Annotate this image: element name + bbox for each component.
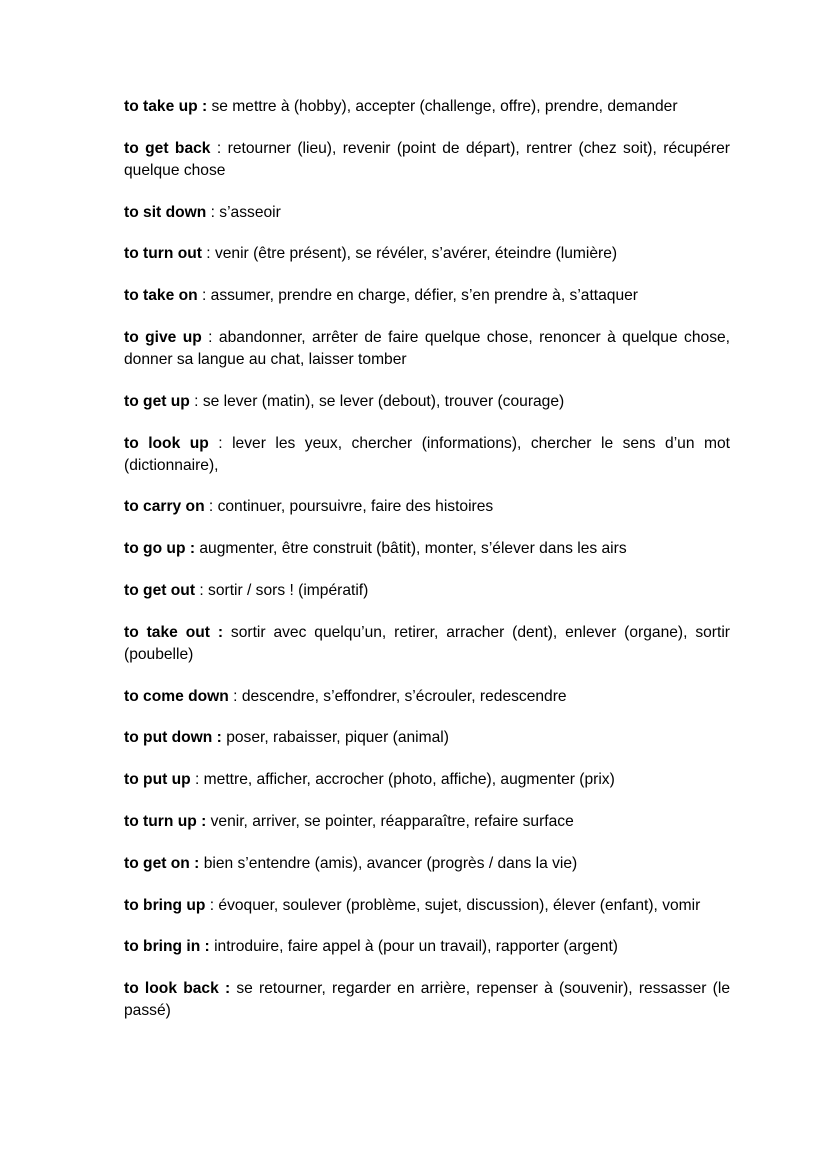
list-item (124, 727, 730, 749)
phrasal-verb-definition: : évoquer, soulever (problème, sujet, discussion), élever (enfant), vomir (205, 896, 701, 914)
list-item (124, 769, 730, 791)
list-item (124, 538, 730, 560)
phrasal-verb-definition: se mettre à (hobby), accepter (challenge, offre), prendre, demander (207, 98, 678, 115)
list-item (124, 391, 730, 413)
list-item (124, 895, 730, 917)
phrasal-verb-term: to get on : (124, 854, 200, 872)
phrasal-verb-term: to come down (124, 687, 229, 705)
list-item (124, 978, 730, 1022)
phrasal-verb-term: to look back : (124, 980, 231, 998)
phrasal-verb-term: to take up : (124, 98, 208, 115)
phrasal-verb-term: to put up (124, 771, 191, 789)
phrasal-verb-term: to bring in : (124, 938, 210, 956)
phrasal-verb-term: to look up (124, 434, 209, 452)
phrasal-verb-term: to turn out (124, 245, 202, 263)
phrasal-verb-definition: : descendre, s’effondrer, s’écrouler, redescendre (228, 687, 567, 705)
phrasal-verb-term: to put down : (124, 729, 222, 747)
phrasal-verb-definition: se retourner, regarder en arrière, repenser à (souvenir), ressasser (le passé) (124, 980, 730, 1020)
list-item (124, 285, 730, 307)
phrasal-verb-term: to get up (124, 392, 190, 410)
phrasal-verb-definition: venir, arriver, se pointer, réapparaître, refaire surface (206, 812, 574, 830)
phrasal-verb-term: to take out : (124, 623, 224, 641)
list-item (124, 936, 730, 958)
phrasal-verb-definition: : sortir / sors ! (impératif) (195, 581, 369, 599)
phrasal-verb-definition: introduire, faire appel à (pour un travail), rapporter (argent) (209, 938, 618, 956)
list-item (124, 686, 730, 708)
phrasal-verb-definition: bien s’entendre (amis), avancer (progrès / dans la vie) (199, 854, 578, 872)
phrasal-verb-term: to turn up : (124, 812, 207, 830)
list-item (124, 496, 730, 518)
list-item (124, 202, 730, 224)
phrasal-verb-definition: : s’asseoir (206, 203, 281, 221)
phrasal-verb-definition: : se lever (matin), se lever (debout), trouver (courage) (189, 392, 565, 410)
phrasal-verb-definition: poser, rabaisser, piquer (animal) (221, 729, 449, 747)
phrasal-verb-term: to give up (124, 328, 202, 346)
list-item (124, 138, 730, 182)
phrasal-verb-term: to go up : (124, 540, 196, 558)
list-item (124, 622, 730, 666)
phrasal-verb-definition: : venir (être présent), se révéler, s’avérer, éteindre (lumière) (201, 245, 618, 263)
phrasal-verb-term: to carry on (124, 498, 205, 516)
phrasal-verb-definition: augmenter, être construit (bâtit), monter, s’élever dans les airs (195, 540, 627, 558)
list-item (124, 811, 730, 833)
list-item (124, 327, 730, 371)
phrasal-verb-definition: : abandonner, arrêter de faire quelque chose, renoncer à quelque chose, donner sa langue au chat, laisser tomber (124, 328, 730, 368)
phrasal-verb-definition: : mettre, afficher, accrocher (photo, affiche), augmenter (prix) (190, 771, 615, 789)
phrasal-verb-term: to sit down (124, 203, 207, 221)
phrasal-verb-definition: sortir avec quelqu’un, retirer, arracher (dent), enlever (organe), sortir (poubelle) (124, 623, 730, 663)
phrasal-verb-definition: : assumer, prendre en charge, défier, s’en prendre à, s’attaquer (197, 287, 639, 305)
list-item (124, 433, 730, 477)
list-item (124, 96, 730, 118)
list-item (124, 243, 730, 265)
list-item (124, 853, 730, 875)
phrasal-verb-definition: : continuer, poursuivre, faire des histoires (204, 498, 494, 516)
phrasal-verb-definition: : lever les yeux, chercher (informations), chercher le sens d’un mot (dictionnaire), (124, 434, 730, 474)
phrasal-verb-term: to take on (124, 287, 198, 305)
phrasal-verb-term: to get back (124, 139, 211, 157)
phrasal-verb-term: to get out (124, 581, 196, 599)
document-page (124, 96, 730, 1042)
phrasal-verb-term: to bring up (124, 896, 206, 914)
phrasal-verb-definition: : retourner (lieu), revenir (point de départ), rentrer (chez soit), récupérer quelque chose (124, 139, 730, 179)
list-item (124, 580, 730, 602)
